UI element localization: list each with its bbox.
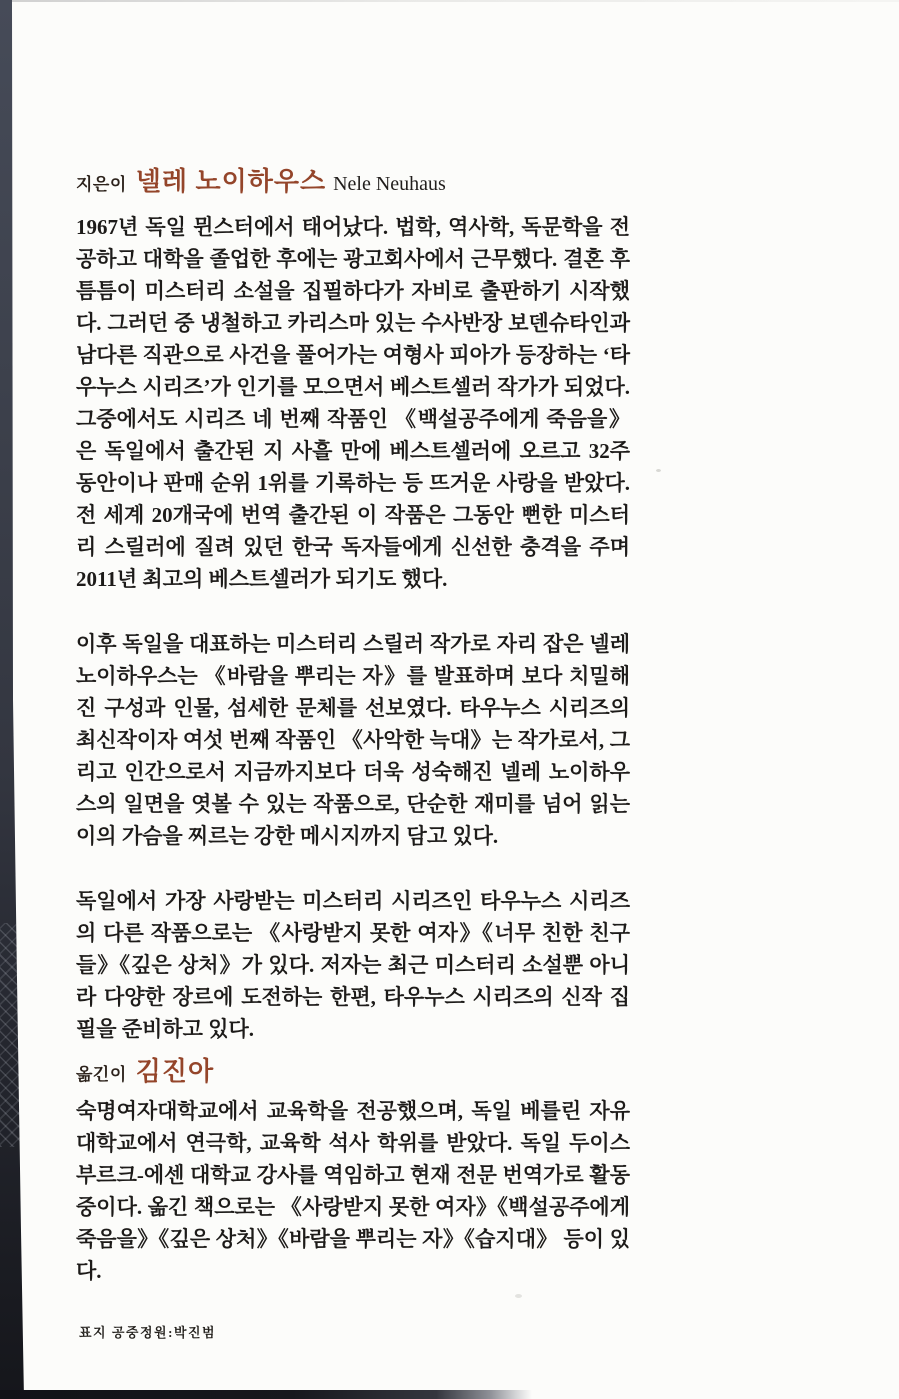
author-bio-paragraph-2: 이후 독일을 대표하는 미스터리 스릴러 작가로 자리 잡은 넬레 노이하우스는 《바람을 뿌리는 자》를 발표하며 보다 치밀해진 구성과 인물, 섬세한 문체를 선보였다. 타우누스 시리즈의 최신작이자 여섯 번째 작품인 《사악한 늑대》는 작가로서, 그리고 인간으로서 지금까지보다 더욱 성숙해진 넬레 노이하우스의 일면을 엿볼 수 있는 작품으로, 단순한 재미를 넘어 읽는 이의 가슴을 찌르는 강한 메시지까지 담고 있다. xyxy=(76,632,630,848)
spine-fabric-texture xyxy=(0,923,24,1147)
author-bio-paragraph-3: 독일에서 가장 사랑받는 미스터리 시리즈인 타우누스 시리즈의 다른 작품으로는 《사랑받지 못한 여자》《너무 친한 친구들》《깊은 상처》가 있다. 저자는 최근 미스터리 소설뿐 아니라 다양한 장르에 도전하는 한편, 타우누스 시리즈의 신작 집필을 준비하고 있다. xyxy=(76,889,630,1041)
translator-role-label: 옮긴이 xyxy=(76,1065,127,1084)
cover-credit: 표지 공중정원:박진범 xyxy=(79,1325,217,1340)
scan-speck xyxy=(656,469,661,472)
book-spine-shadow xyxy=(0,0,24,1399)
author-bio-paragraph-1: 1967년 독일 뮌스터에서 태어났다. 법학, 역사학, 독문학을 전공하고 대학을 졸업한 후에는 광고회사에서 근무했다. 결혼 후 틈틈이 미스터리 소설을 집필하다가 자비로 출판하기 시작했다. 그러던 중 냉철하고 카리스마 있는 수사반장 보덴슈타인과 남다른 직관으로 사건을 풀어가는 여형사 피아가 등장하는 ‘타우누스 시리즈’가 인기를 모으면서 베스트셀러 작가가 되었다. 그중에서도 시리즈 네 번째 작품인 《백설공주에게 죽음을》은 독일에서 출간된 지 사흘 만에 베스트셀러에 오르고 32주 동안이나 판매 순위 1위를 기록하는 등 뜨거운 사랑을 받았다. 전 세계 20개국에 번역 출간된 이 작품은 그동안 뻔한 미스터리 스릴러에 질려 있던 한국 독자들에게 신선한 충격을 주며 2011년 최고의 베스트셀러가 되기도 했다. xyxy=(76,215,630,591)
scan-edge-bottom xyxy=(0,1390,532,1399)
translator-bio-paragraph-1: 숙명여자대학교에서 교육학을 전공했으며, 독일 베를린 자유대학교에서 연극학, 교육학 석사 학위를 받았다. 독일 두이스부르크-에센 대학교 강사를 역임하고 현재 전문 번역가로 활동 중이다. 옮긴 책으로는 《사랑받지 못한 여자》《백설공주에게 죽음을》《깊은 상처》《바람을 뿌리는 자》《습지대》 등이 있다. xyxy=(76,1099,630,1283)
scan-edge-top xyxy=(8,0,899,2)
author-role-label: 지은이 xyxy=(76,175,127,194)
author-name-latin: Nele Neuhaus xyxy=(333,173,446,195)
scan-speck xyxy=(515,1294,522,1298)
author-name-korean: 넬레 노이하우스 xyxy=(135,167,327,196)
author-section xyxy=(76,161,630,1045)
translator-header xyxy=(76,1051,630,1088)
translator-section xyxy=(76,1051,630,1287)
author-header xyxy=(76,161,630,198)
translator-name-korean: 김진아 xyxy=(135,1057,215,1086)
